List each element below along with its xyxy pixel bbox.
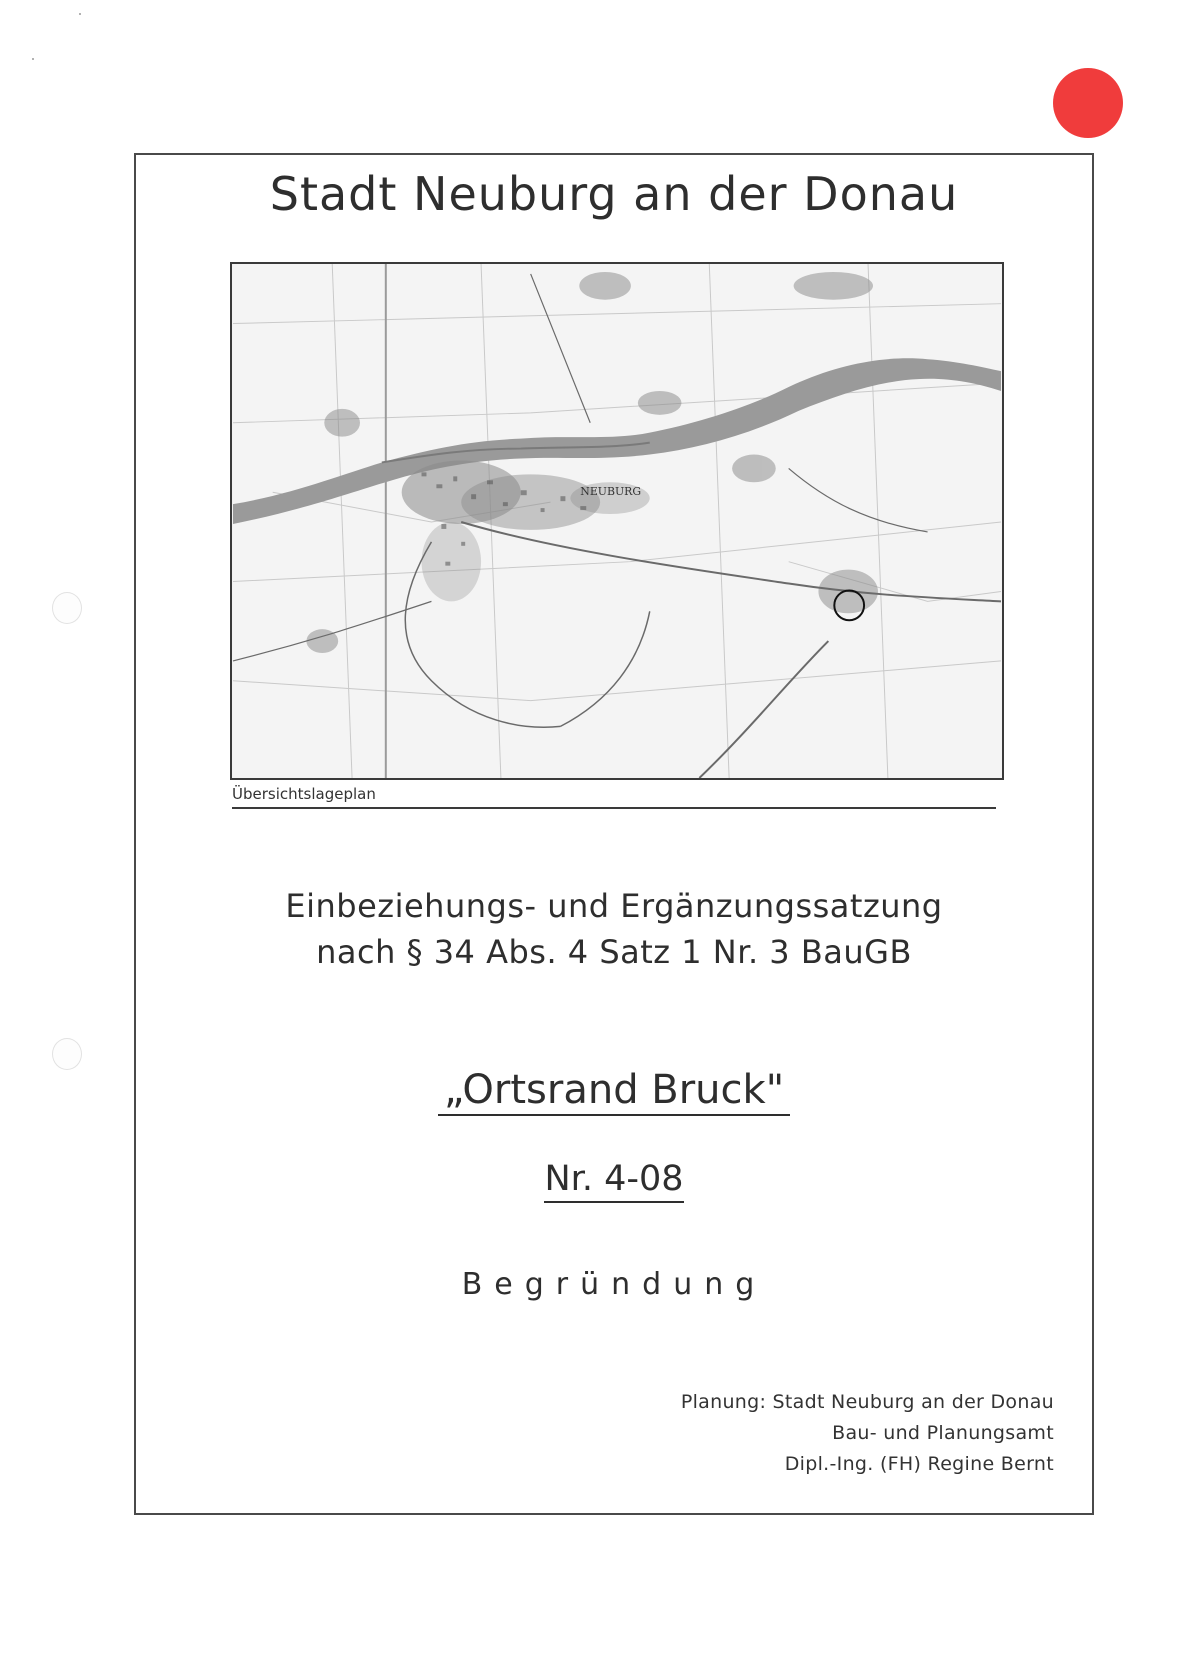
subtitle-line-1: Einbeziehungs- und Ergänzungssatzung: [285, 887, 943, 925]
planning-line-1: Planung: Stadt Neuburg an der Donau: [680, 1391, 1054, 1413]
punch-hole-lower: [52, 1038, 82, 1070]
overview-map: [230, 262, 1004, 780]
subtitle-line-2: nach § 34 Abs. 4 Satz 1 Nr. 3 BauGB: [316, 933, 912, 971]
plan-number-block: [136, 1160, 1092, 1203]
planning-line-3: Dipl.-Ing. (FH) Regine Bernt: [784, 1453, 1054, 1475]
title-page-frame: [134, 153, 1094, 1515]
map-caption: Übersichtslageplan: [232, 785, 376, 803]
map-caption-rule: [232, 807, 996, 809]
plan-number: Nr. 4-08: [544, 1160, 683, 1203]
planning-line-2: Bau- und Planungsamt: [832, 1422, 1054, 1444]
plan-name-block: [136, 1068, 1092, 1116]
city-title: Stadt Neuburg an der Donau: [269, 167, 959, 221]
planning-credits: [681, 1387, 1054, 1480]
document-type: Begründung: [461, 1267, 767, 1302]
plan-name: „Ortsrand Bruck": [438, 1068, 790, 1116]
overview-map-drawing: [232, 264, 1002, 778]
punch-hole-upper: [52, 592, 82, 624]
red-marker-dot: [1053, 68, 1123, 138]
scan-speck: [79, 13, 81, 15]
scan-speck: [32, 58, 34, 60]
map-town-label: NEUBURG: [580, 485, 642, 499]
